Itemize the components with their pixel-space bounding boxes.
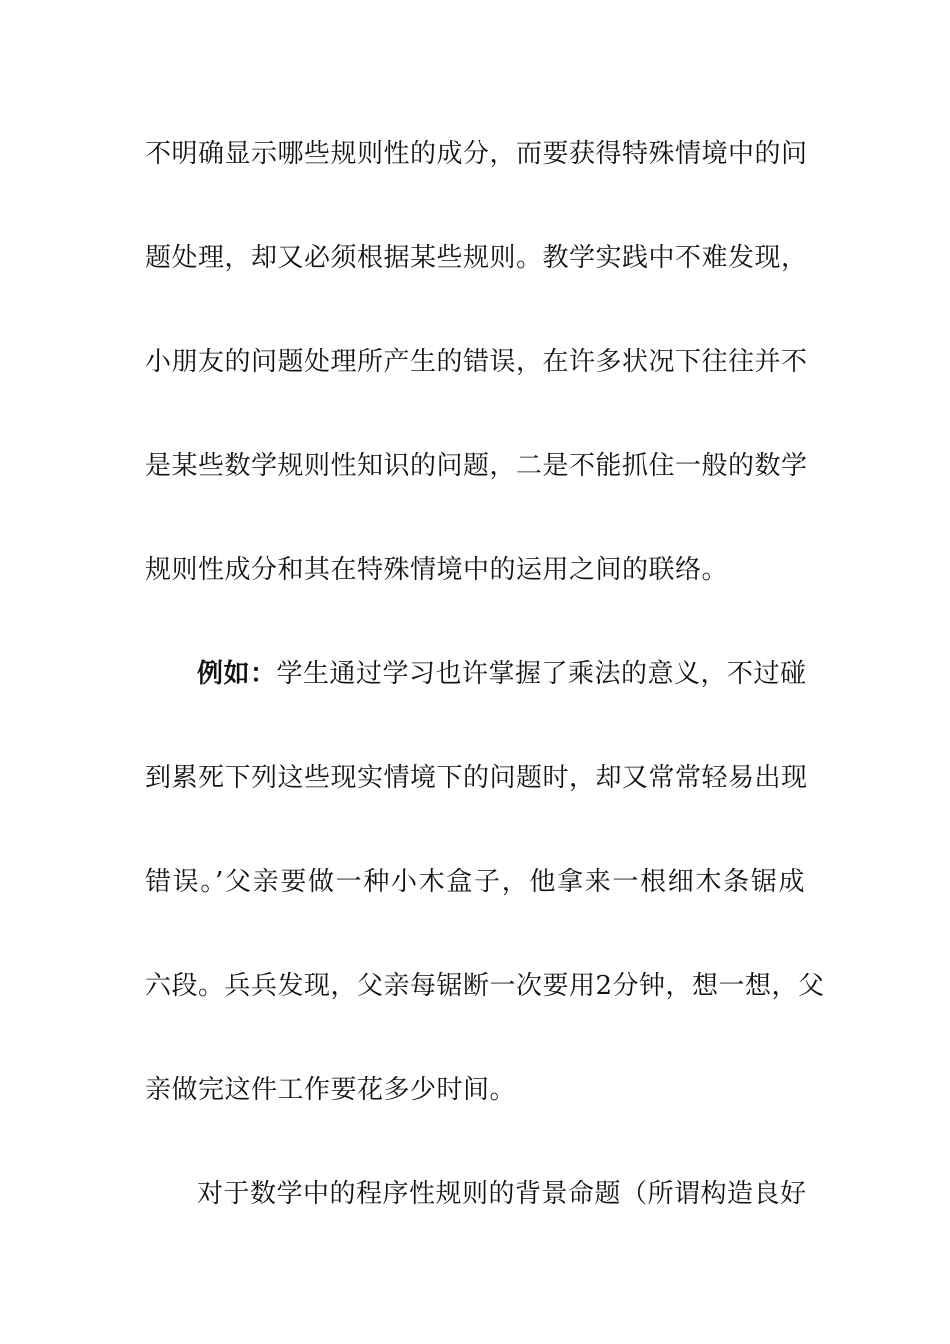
text-line: 小朋友的问题处理所产生的错误，在许多状况下往往并不 [145,347,808,377]
example-lead: 例如： [197,659,277,689]
example-line: 错误。’父亲要做一种小木盒子，他拿来一根细木条锯成 [145,867,805,897]
paragraph-first-line: 对于数学中的程序性规则的背景命题（所谓构造良好 [197,1179,807,1209]
body-text [145,128,825,1272]
text-line: 题处理，却又必须根据某些规则。教学实践中不难发现， [145,243,808,273]
example-line: 到累死下列这些现实情境下的问题时，却又常常轻易出现 [145,763,808,793]
text-line: 是某些数学规则性知识的问题，二是不能抓住一般的数学 [145,451,808,481]
example-first-line [145,648,805,752]
example-first-line-text: 学生通过学习也许掌握了乘法的意义，不过碰 [276,659,807,689]
text-line: 不明确显示哪些规则性的成分，而要获得特殊情境中的问 [145,139,808,169]
text-line: 规则性成分和其在特殊情境中的运用之间的联络。 [145,555,729,585]
example-line: 六段。兵兵发现，父亲每锯断一次要用2分钟，想一想，父 [145,971,825,1001]
example-line: 亲做完这件工作要花多少时间。 [145,1075,517,1105]
